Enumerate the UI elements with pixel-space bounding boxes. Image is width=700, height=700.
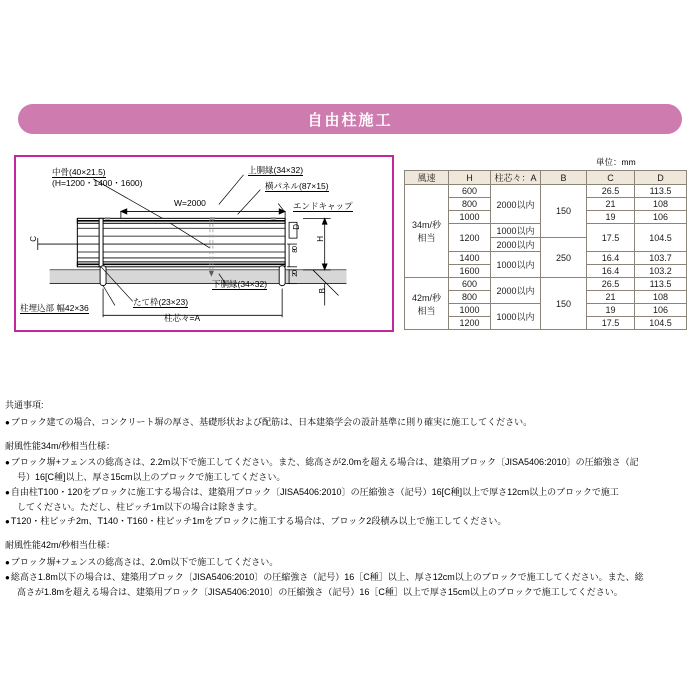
cell-h: 1000 [449,211,491,224]
table-unit-note: 単位：mm [596,157,636,167]
cell-h: 600 [449,185,491,198]
cell-c: 16.4 [587,252,635,265]
notes-spec42-item-2-cont: 高さが1.8mを超える場合は、建築用ブロック〔JISA5406:2010〕の圧縮強さ（記号）16［C種］以上で厚さ15cm以上のブロックで施工してください。 [17,586,623,597]
cell-d: 113.5 [635,185,687,198]
wind-34-sub: 相当 [417,233,436,243]
cell-d: 103.2 [635,265,687,278]
cell-d: 108 [635,198,687,211]
th-d: D [635,171,687,185]
wind-42-main: 42m/秒 [411,292,441,303]
cell-c: 19 [587,304,635,317]
cell-c: 17.5 [587,224,635,252]
page-title: 自由柱施工 [307,111,393,129]
cell-pitch: 1000以内 [491,224,541,238]
cell-h: 1200 [449,224,491,252]
label-dim-d: D [292,225,301,230]
fence-elevation-diagram [14,155,394,332]
label-nakabone-sub: (H=1200・1400・1600) [52,178,143,188]
notes-spec34-item-1: ● ブロック塀+フェンスの総高さは、2.2m以下で施工してください。また、総高さが2.0mを超える場合は、建築用ブロック〔JISA5406:2010〕の圧縮強さ（記 [5,455,695,470]
label-dim-h: H [316,237,325,242]
cell-d: 108 [635,291,687,304]
notes-spec42-item-2: ● 総高さ1.8m以下の場合は、建築用ブロック〔JISA5406:2010〕の圧縮強さ（記号）16［C種］以上、厚さ12cm以上のブロックで施工してください。また、総 [5,570,695,585]
label-hashira-shin: 柱芯々=A [164,313,201,323]
cell-c: 16.4 [587,265,635,278]
label-nakabone: 中骨(40×21.5) [52,167,106,177]
notes-common-heading: 共通事項: [5,400,44,410]
cell-h: 1000 [449,304,491,317]
cell-b: 150 [541,278,587,330]
table-row [405,278,687,291]
notes-common-item-1: ● ブロック建ての場合、コンクリート塀の厚さ、基礎形状および配筋は、日本建築学会の設計基準に則り確実に施工してください。 [5,415,695,430]
cell-d: 113.5 [635,278,687,291]
wind-42-sub: 相当 [417,305,436,316]
cell-h: 1600 [449,265,491,278]
label-dim-b: B [318,289,327,294]
notes-spec34-item-2-cont: してください。ただし、柱ピッチ1m以下の場合は除きます。 [17,501,263,512]
cell-c: 19 [587,211,635,224]
wind-34-main: 34m/秒 [411,220,441,230]
label-dim-80: 80 [292,247,299,253]
notes-spec34-block [5,439,695,530]
label-width-w: W=2000 [174,198,206,208]
cell-pitch: 2000以内 [491,185,541,224]
label-ue-doubuchi: 上胴縁(34×32) [248,165,304,175]
cell-pitch: 2000以内 [491,238,541,252]
cell-pitch: 1000以内 [491,252,541,278]
notes-spec34-heading: 耐風性能34m/秒相当仕様： [5,440,116,451]
cell-h: 800 [449,291,491,304]
cell-c: 21 [587,198,635,211]
label-tate-waku: たて枠(23×23) [133,297,189,307]
cell-c: 17.5 [587,317,635,330]
cell-h: 600 [449,278,491,291]
notes-spec34-item-2: ● 自由柱T100・120をブロックに施工する場合は、建築用ブロック〔JISA5406:2010〕の圧縮強さ（記号）16[C種]以上で厚さ12cm以上のブロックで施工 [5,485,695,500]
title-banner-pill [18,104,682,134]
label-hashira-umekomi: 柱埋込部 幅42×36 [20,303,89,313]
cell-d: 104.5 [635,317,687,330]
cell-h: 800 [449,198,491,211]
cell-c: 26.5 [587,185,635,198]
notes-spec42-heading: 耐風性能42m/秒相当仕様： [5,540,116,551]
cell-d: 103.7 [635,252,687,265]
notes-section [5,398,695,608]
label-yoko-panel: 横パネル(87×15) [265,181,329,191]
wind-spec-table [404,170,687,330]
th-c: C [587,171,635,185]
th-pitch: 柱芯々：A [491,171,541,185]
cell-d: 104.5 [635,224,687,252]
notes-common-block [5,398,695,430]
cell-h: 1400 [449,252,491,265]
notes-spec42-block [5,538,695,599]
notes-spec42-item-1: ● ブロック塀+フェンスの総高さは、2.0m以下で施工してください。 [5,555,695,570]
cell-c: 21 [587,291,635,304]
cell-b: 150 [541,185,587,238]
cell-wind-42 [405,278,449,330]
table-header-row [405,171,687,185]
label-end-cap: エンドキャップ [293,201,353,211]
cell-h: 1200 [449,317,491,330]
title-banner [18,104,682,134]
cell-pitch: 2000以内 [491,278,541,304]
notes-spec34-item-3: ● T120・柱ピッチ2m、T140・T160・柱ピッチ1mをブロックに施工する場合は、ブロック2段積み以上で施工してください。 [5,514,695,529]
cell-b: 250 [541,238,587,278]
cell-pitch: 1000以内 [491,304,541,330]
cell-wind-34 [405,185,449,278]
cell-d: 106 [635,211,687,224]
th-b: B [541,171,587,185]
cell-d: 106 [635,304,687,317]
table-row [405,185,687,198]
label-shita-doubuchi: 下胴縁(34×32) [212,279,268,289]
cell-c: 26.5 [587,278,635,291]
label-dim-c: C [29,237,38,242]
th-wind: 風速 [405,171,449,185]
th-h: H [449,171,491,185]
notes-spec34-item-1-cont: 号）16[C種]以上、厚さ15cm以上のブロックで施工してください。 [17,472,286,483]
label-dim-20: 20 [292,271,299,277]
